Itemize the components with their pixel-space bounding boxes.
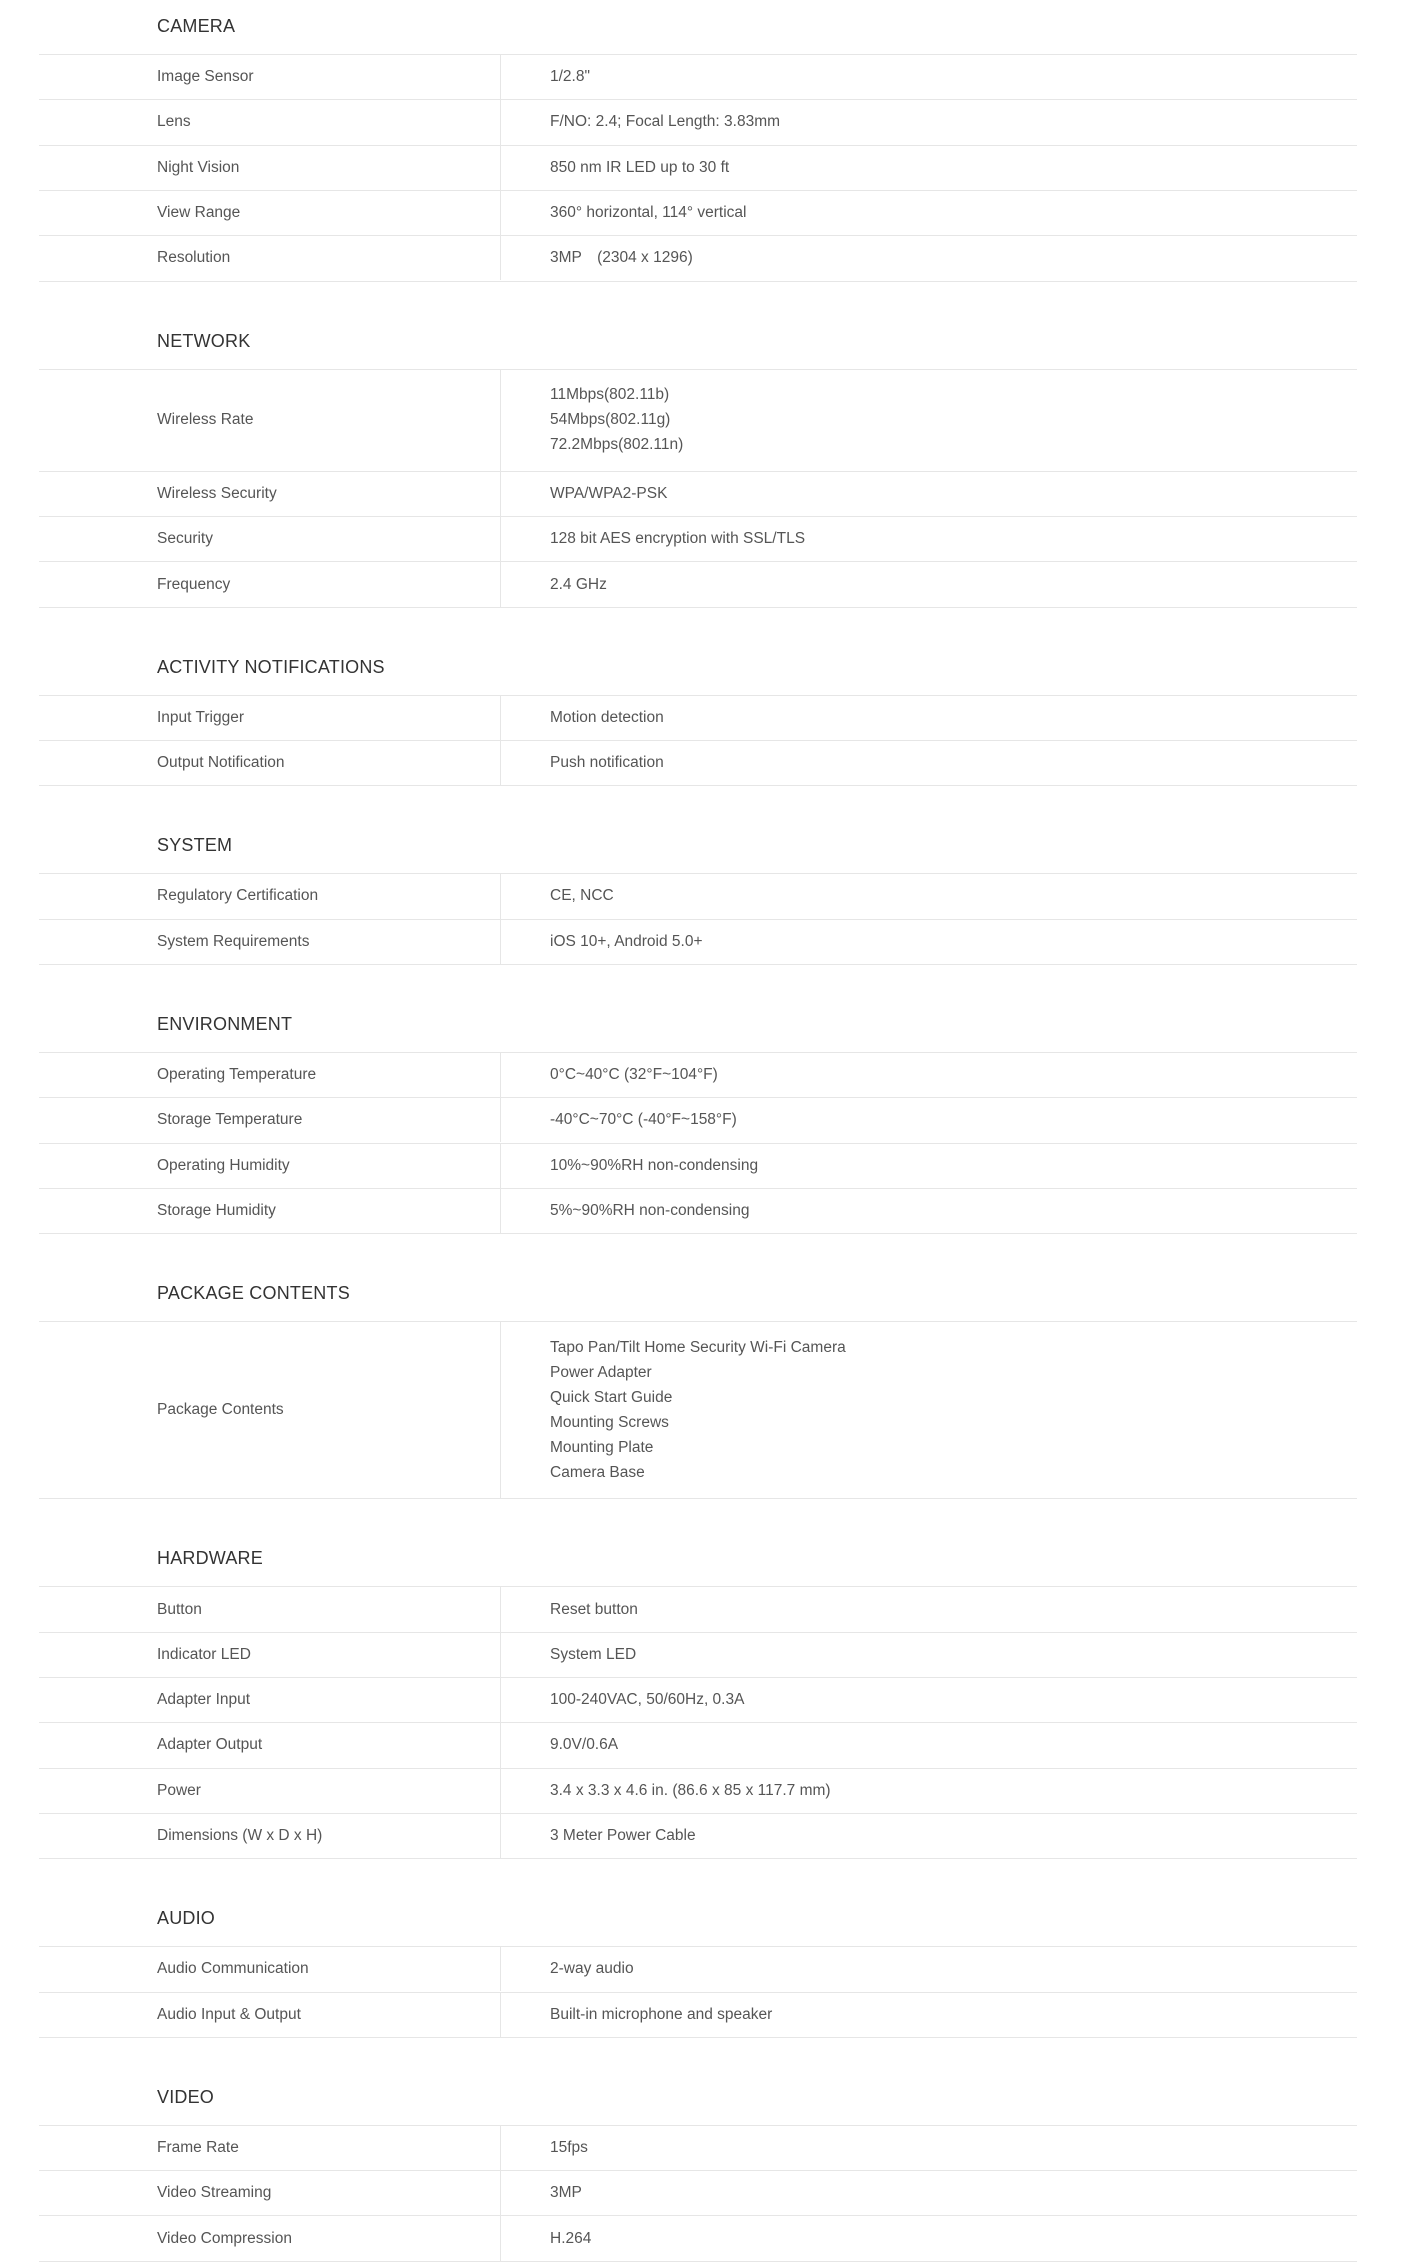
column-divider (500, 919, 501, 964)
spec-label: Button (157, 1600, 202, 1618)
spec-label: Indicator LED (157, 1645, 251, 1663)
spec-value-line: Mounting Screws (550, 1413, 669, 1431)
column-divider (500, 2215, 501, 2260)
spec-value (550, 1335, 846, 1485)
spec-value-line: Camera Base (550, 1463, 645, 1481)
spec-label: Audio Input & Output (157, 2005, 301, 2023)
spec-value-line: Reset button (550, 1600, 638, 1618)
column-divider (500, 873, 501, 918)
spec-value-line: 15fps (550, 2138, 588, 2156)
column-divider (500, 1632, 501, 1677)
spec-value (550, 109, 780, 134)
spec-value-line: Motion detection (550, 708, 664, 726)
row-divider (39, 471, 1357, 472)
column-divider (500, 190, 501, 235)
row-divider (39, 369, 1357, 370)
row-divider (39, 145, 1357, 146)
spec-value (550, 1732, 618, 1757)
row-divider (39, 1321, 1357, 1322)
row-divider (39, 1722, 1357, 1723)
spec-value (550, 1198, 749, 1223)
column-divider (500, 369, 501, 471)
spec-value (550, 2226, 591, 2251)
column-divider (500, 1992, 501, 2037)
row-divider (39, 1233, 1357, 1234)
spec-value (550, 382, 683, 457)
section-title: ACTIVITY NOTIFICATIONS (157, 656, 385, 677)
spec-label: Input Trigger (157, 708, 245, 726)
column-divider (500, 1188, 501, 1233)
spec-value-line: -40°C~70°C (-40°F~158°F) (550, 1111, 737, 1129)
section-title: AUDIO (157, 1908, 216, 1929)
spec-label: Video Compression (157, 2229, 292, 2247)
spec-label: Storage Humidity (157, 1201, 276, 1219)
column-divider (500, 1586, 501, 1631)
row-divider (39, 740, 1357, 741)
row-divider (39, 1052, 1357, 1053)
spec-label: Video Streaming (157, 2184, 272, 2202)
spec-value (550, 526, 805, 551)
spec-value (550, 2180, 582, 2205)
spec-value (550, 1956, 634, 1981)
column-divider (500, 516, 501, 561)
row-divider (39, 2125, 1357, 2126)
column-divider (500, 740, 501, 785)
spec-value (550, 1062, 718, 1087)
row-divider (39, 2170, 1357, 2171)
spec-value-line: 11Mbps(802.11b) (550, 386, 670, 404)
row-divider (39, 695, 1357, 696)
spec-value-line: 1/2.8" (550, 68, 590, 86)
row-divider (39, 281, 1357, 282)
spec-value (550, 929, 703, 954)
spec-value (550, 1823, 696, 1848)
spec-value (550, 2135, 588, 2160)
spec-label: Storage Temperature (157, 1111, 303, 1129)
spec-value-line: 3 Meter Power Cable (550, 1827, 696, 1845)
spec-value (550, 481, 667, 506)
spec-label: Adapter Input (157, 1691, 251, 1709)
spec-value (550, 1153, 758, 1178)
spec-value-line: 0°C~40°C (32°F~104°F) (550, 1066, 718, 1084)
row-divider (39, 2037, 1357, 2038)
spec-value-line: 2-way audio (550, 1960, 634, 1978)
spec-value-line: Built-in microphone and speaker (550, 2005, 773, 2023)
spec-value-line: 5%~90%RH non-condensing (550, 1201, 750, 1219)
spec-label: Power (157, 1781, 201, 1799)
column-divider (500, 561, 501, 606)
spec-label: Night Vision (157, 158, 240, 176)
column-divider (500, 235, 501, 280)
row-divider (39, 785, 1357, 786)
row-divider (39, 1586, 1357, 1587)
section-title: HARDWARE (157, 1548, 263, 1569)
row-divider (39, 919, 1357, 920)
spec-value-line: 10%~90%RH non-condensing (550, 1156, 759, 1174)
spec-label: Frequency (157, 575, 231, 593)
column-divider (500, 1052, 501, 1097)
row-divider (39, 1143, 1357, 1144)
section-title: ENVIRONMENT (157, 1013, 293, 1034)
column-divider (500, 1768, 501, 1813)
column-divider (500, 2170, 501, 2215)
spec-label: System Requirements (157, 932, 310, 950)
spec-label: Package Contents (157, 1401, 284, 1419)
spec-value (550, 883, 614, 908)
spec-label: Wireless Rate (157, 411, 254, 429)
spec-value (550, 1642, 636, 1667)
column-divider (500, 1946, 501, 1991)
row-divider (39, 1677, 1357, 1678)
spec-value (550, 1687, 744, 1712)
spec-value-line: 2.4 GHz (550, 575, 607, 593)
row-divider (39, 1498, 1357, 1499)
column-divider (500, 2125, 501, 2170)
spec-value-line: WPA/WPA2-PSK (550, 484, 668, 502)
column-divider (500, 1722, 501, 1767)
spec-value-line: iOS 10+, Android 5.0+ (550, 932, 703, 950)
section-title: NETWORK (157, 330, 251, 351)
row-divider (39, 1188, 1357, 1189)
row-divider (39, 235, 1357, 236)
row-divider (39, 1858, 1357, 1859)
spec-value (550, 155, 729, 180)
spec-value-line: F/NO: 2.4; Focal Length: 3.83mm (550, 113, 781, 131)
spec-value-line: Quick Start Guide (550, 1388, 673, 1406)
spec-value-line: System LED (550, 1645, 637, 1663)
spec-value-line: Push notification (550, 754, 664, 772)
row-divider (39, 1992, 1357, 1993)
spec-label: Regulatory Certification (157, 887, 319, 905)
spec-value (550, 200, 747, 225)
spec-value (550, 705, 664, 730)
spec-value-line: 100-240VAC, 50/60Hz, 0.3A (550, 1691, 745, 1709)
row-divider (39, 1813, 1357, 1814)
spec-label: View Range (157, 204, 241, 222)
section-title: SYSTEM (157, 835, 233, 856)
spec-value (550, 1778, 831, 1803)
column-divider (500, 145, 501, 190)
row-divider (39, 1632, 1357, 1633)
spec-value-line: Power Adapter (550, 1363, 652, 1381)
column-divider (500, 1143, 501, 1188)
column-divider (500, 1097, 501, 1142)
spec-value-line: 72.2Mbps(802.11n) (550, 436, 684, 454)
spec-value-line: 360° horizontal, 114° vertical (550, 204, 747, 222)
spec-value (550, 245, 693, 270)
spec-value-line: 3MP (2304 x 1296) (550, 249, 693, 267)
row-divider (39, 873, 1357, 874)
spec-value-line: 850 nm IR LED up to 30 ft (550, 158, 730, 176)
column-divider (500, 99, 501, 144)
section-title: PACKAGE CONTENTS (157, 1283, 350, 1304)
column-divider (500, 1677, 501, 1722)
column-divider (500, 54, 501, 99)
row-divider (39, 54, 1357, 55)
spec-value-line: Tapo Pan/Tilt Home Security Wi-Fi Camera (550, 1338, 846, 1356)
spec-label: Frame Rate (157, 2138, 239, 2156)
row-divider (39, 190, 1357, 191)
spec-label: Adapter Output (157, 1736, 263, 1754)
spec-label: Image Sensor (157, 68, 254, 86)
row-divider (39, 99, 1357, 100)
spec-value (550, 64, 590, 89)
section-title: CAMERA (157, 16, 236, 36)
column-divider (500, 1813, 501, 1858)
column-divider (500, 695, 501, 740)
column-divider (500, 1321, 501, 1498)
section-title: VIDEO (157, 2086, 215, 2107)
spec-label: Dimensions (W x D x H) (157, 1827, 323, 1845)
spec-value (550, 1107, 737, 1132)
row-divider (39, 1768, 1357, 1769)
spec-value-line: Mounting Plate (550, 1438, 654, 1456)
spec-label: Lens (157, 113, 191, 131)
spec-label: Audio Communication (157, 1960, 309, 1978)
spec-value (550, 572, 607, 597)
spec-label: Output Notification (157, 754, 285, 772)
spec-value (550, 1597, 638, 1622)
spec-value-line: 3.4 x 3.3 x 4.6 in. (86.6 x 85 x 117.7 mm) (550, 1781, 831, 1799)
column-divider (500, 471, 501, 516)
spec-value-line: 9.0V/0.6A (550, 1736, 619, 1754)
spec-value-line: 3MP (550, 2184, 582, 2202)
spec-value (550, 2002, 772, 2027)
row-divider (39, 561, 1357, 562)
spec-value-line: CE, NCC (550, 887, 614, 905)
row-divider (39, 1097, 1357, 1098)
spec-label: Operating Humidity (157, 1156, 290, 1174)
spec-value (550, 750, 664, 775)
spec-label: Wireless Security (157, 484, 277, 502)
row-divider (39, 516, 1357, 517)
spec-value-line: H.264 (550, 2229, 592, 2247)
row-divider (39, 1946, 1357, 1947)
spec-value-line: 54Mbps(802.11g) (550, 411, 671, 429)
row-divider (39, 964, 1357, 965)
spec-label: Resolution (157, 249, 231, 267)
row-divider (39, 2215, 1357, 2216)
spec-label: Operating Temperature (157, 1066, 317, 1084)
spec-label: Security (157, 530, 213, 548)
row-divider (39, 607, 1357, 608)
spec-value-line: 128 bit AES encryption with SSL/TLS (550, 530, 806, 548)
